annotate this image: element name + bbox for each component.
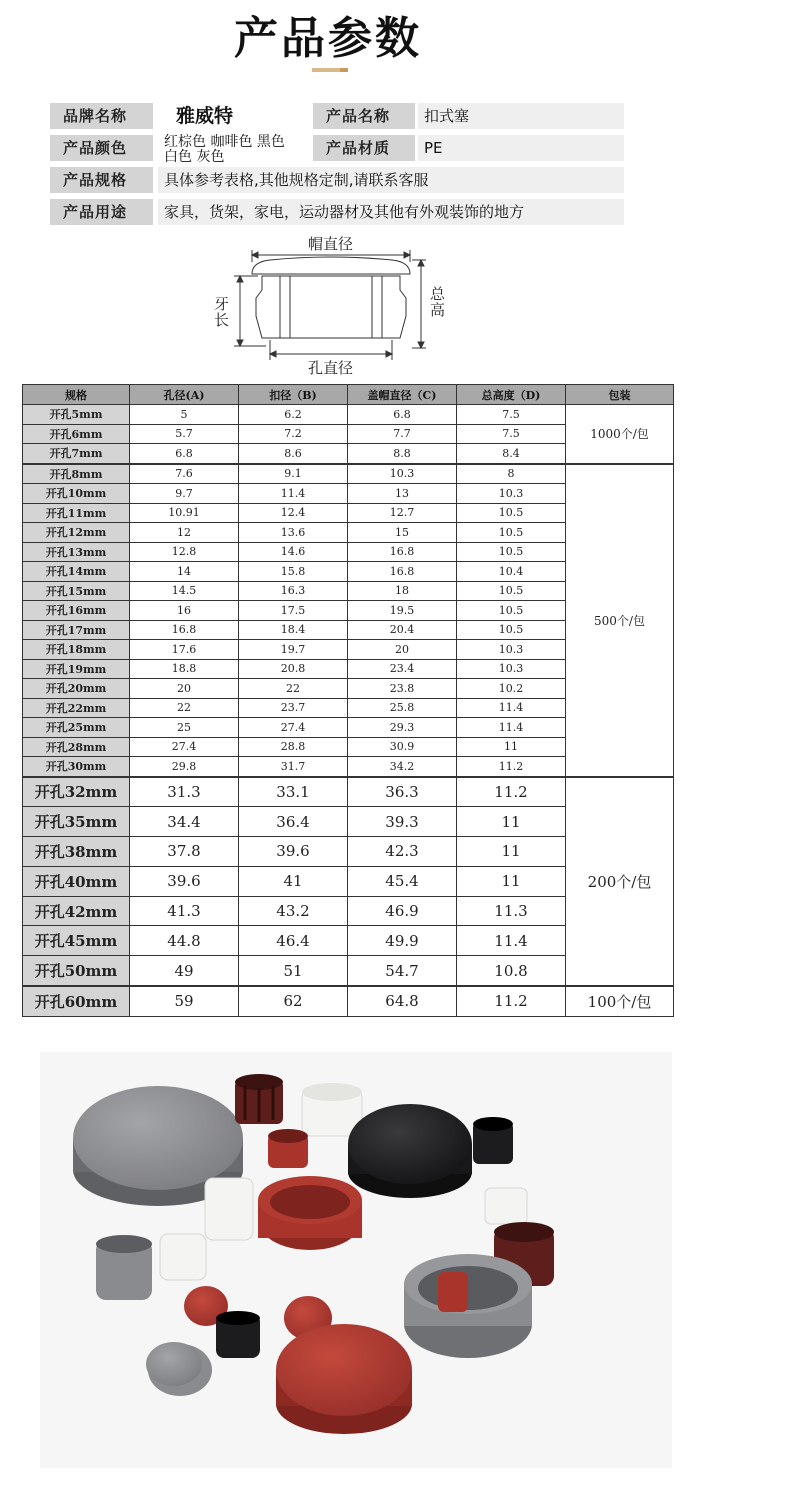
- total-height-cell: 11: [457, 866, 566, 896]
- total-height-cell: 10.5: [457, 542, 566, 562]
- product-photo-illustration: [40, 1052, 672, 1468]
- spec-cell: 开孔20mm: [23, 679, 130, 699]
- total-height-cell: 11.4: [457, 718, 566, 738]
- cap-diameter-cell: 54.7: [348, 956, 457, 986]
- cap-diameter-cell: 16.8: [348, 542, 457, 562]
- param-label-brand: 品牌名称: [50, 103, 153, 129]
- spec-cell: 开孔50mm: [23, 956, 130, 986]
- cap-diameter-cell: 36.3: [348, 777, 457, 807]
- spec-cell: 开孔5mm: [23, 405, 130, 425]
- title-underline-accent: [340, 68, 348, 72]
- hole-diameter-cell: 14.5: [130, 581, 239, 601]
- hole-diameter-cell: 34.4: [130, 807, 239, 837]
- clip-diameter-cell: 15.8: [239, 562, 348, 582]
- cap-diameter-cell: 20: [348, 640, 457, 660]
- clip-diameter-cell: 18.4: [239, 620, 348, 640]
- packaging-cell: 500个/包: [566, 464, 674, 777]
- param-label-spec: 产品规格: [50, 167, 153, 193]
- clip-diameter-cell: 20.8: [239, 659, 348, 679]
- spec-cell: 开孔6mm: [23, 424, 130, 444]
- total-height-cell: 11.4: [457, 698, 566, 718]
- dimension-diagram: [200, 228, 460, 378]
- hole-diameter-cell: 59: [130, 986, 239, 1016]
- hole-diameter-cell: 41.3: [130, 896, 239, 926]
- clip-diameter-cell: 14.6: [239, 542, 348, 562]
- cap-diameter-cell: 12.7: [348, 503, 457, 523]
- hole-diameter-cell: 16: [130, 601, 239, 621]
- spec-cell: 开孔22mm: [23, 698, 130, 718]
- cap-diameter-cell: 8.8: [348, 444, 457, 464]
- header-height-d: 总高度（D): [457, 385, 566, 405]
- hole-diameter-cell: 37.8: [130, 837, 239, 867]
- hole-diameter-cell: 16.8: [130, 620, 239, 640]
- hole-diameter-cell: 18.8: [130, 659, 239, 679]
- total-height-cell: 7.5: [457, 405, 566, 425]
- hole-diameter-cell: 12.8: [130, 542, 239, 562]
- total-height-cell: 10.4: [457, 562, 566, 582]
- hole-diameter-cell: 27.4: [130, 737, 239, 757]
- header-cap-c: 盖帽直径（C): [348, 385, 457, 405]
- clip-diameter-cell: 36.4: [239, 807, 348, 837]
- table-row: [23, 986, 674, 1016]
- spec-cell: 开孔18mm: [23, 640, 130, 660]
- hole-diameter-cell: 31.3: [130, 777, 239, 807]
- table-row: [23, 464, 674, 484]
- total-height-cell: 10.2: [457, 679, 566, 699]
- spec-cell: 开孔45mm: [23, 926, 130, 956]
- table-header-row: [23, 385, 674, 405]
- spec-cell: 开孔10mm: [23, 484, 130, 504]
- total-height-cell: 11.4: [457, 926, 566, 956]
- clip-diameter-cell: 62: [239, 986, 348, 1016]
- header-packaging: 包装: [566, 385, 674, 405]
- clip-diameter-cell: 51: [239, 956, 348, 986]
- clip-diameter-cell: 7.2: [239, 424, 348, 444]
- cap-diameter-cell: 16.8: [348, 562, 457, 582]
- clip-diameter-cell: 16.3: [239, 581, 348, 601]
- total-height-cell: 11: [457, 737, 566, 757]
- total-height-cell: 11.2: [457, 986, 566, 1016]
- clip-diameter-cell: 41: [239, 866, 348, 896]
- title-underline: [312, 68, 348, 72]
- total-height-cell: 10.3: [457, 640, 566, 660]
- spec-cell: 开孔16mm: [23, 601, 130, 621]
- clip-diameter-cell: 6.2: [239, 405, 348, 425]
- clip-diameter-cell: 11.4: [239, 484, 348, 504]
- cap-diameter-cell: 18: [348, 581, 457, 601]
- hole-diameter-cell: 9.7: [130, 484, 239, 504]
- clip-diameter-cell: 27.4: [239, 718, 348, 738]
- clip-diameter-cell: 43.2: [239, 896, 348, 926]
- param-label-color: 产品颜色: [50, 135, 153, 161]
- cap-diameter-cell: 30.9: [348, 737, 457, 757]
- spec-cell: 开孔15mm: [23, 581, 130, 601]
- header-clip-b: 扣径（B): [239, 385, 348, 405]
- spec-cell: 开孔19mm: [23, 659, 130, 679]
- cap-diameter-cell: 7.7: [348, 424, 457, 444]
- hole-diameter-cell: 5.7: [130, 424, 239, 444]
- packaging-cell: 1000个/包: [566, 405, 674, 464]
- total-height-cell: 10.5: [457, 601, 566, 621]
- param-label-product-name: 产品名称: [313, 103, 415, 129]
- cap-diameter-cell: 39.3: [348, 807, 457, 837]
- total-height-cell: 7.5: [457, 424, 566, 444]
- hole-diameter-cell: 7.6: [130, 464, 239, 484]
- spec-cell: 开孔28mm: [23, 737, 130, 757]
- spec-table: [22, 384, 674, 1017]
- header-spec: 规格: [23, 385, 130, 405]
- spec-cell: 开孔35mm: [23, 807, 130, 837]
- spec-cell: 开孔32mm: [23, 777, 130, 807]
- spec-cell: 开孔13mm: [23, 542, 130, 562]
- total-height-cell: 10.5: [457, 620, 566, 640]
- hole-diameter-cell: 22: [130, 698, 239, 718]
- cap-diameter-cell: 45.4: [348, 866, 457, 896]
- total-height-cell: 10.5: [457, 503, 566, 523]
- spec-cell: 开孔8mm: [23, 464, 130, 484]
- hole-diameter-cell: 29.8: [130, 757, 239, 777]
- clip-diameter-cell: 13.6: [239, 523, 348, 543]
- total-height-cell: 10.8: [457, 956, 566, 986]
- tooth-length-label: 牙长: [214, 295, 230, 329]
- param-label-material: 产品材质: [313, 135, 415, 161]
- clip-diameter-cell: 17.5: [239, 601, 348, 621]
- hole-diameter-cell: 5: [130, 405, 239, 425]
- param-value-product-name: 扣式塞: [418, 103, 624, 129]
- spec-cell: 开孔11mm: [23, 503, 130, 523]
- spec-cell: 开孔17mm: [23, 620, 130, 640]
- hole-diameter-cell: 44.8: [130, 926, 239, 956]
- total-height-cell: 11.2: [457, 777, 566, 807]
- cap-diameter-cell: 49.9: [348, 926, 457, 956]
- param-value-spec: 具体参考表格,其他规格定制,请联系客服: [158, 167, 624, 193]
- hole-diameter-cell: 39.6: [130, 866, 239, 896]
- total-height-cell: 8.4: [457, 444, 566, 464]
- spec-cell: 开孔38mm: [23, 837, 130, 867]
- hole-diameter-cell: 6.8: [130, 444, 239, 464]
- total-height-label: 总高: [430, 285, 446, 319]
- hole-diameter-cell: 49: [130, 956, 239, 986]
- spec-cell: 开孔7mm: [23, 444, 130, 464]
- cap-diameter-cell: 25.8: [348, 698, 457, 718]
- param-value-brand: 雅威特: [158, 103, 308, 129]
- table-row: [23, 777, 674, 807]
- cap-diameter-cell: 23.8: [348, 679, 457, 699]
- hole-diameter-cell: 20: [130, 679, 239, 699]
- cap-diameter-cell: 34.2: [348, 757, 457, 777]
- clip-diameter-cell: 22: [239, 679, 348, 699]
- clip-diameter-cell: 31.7: [239, 757, 348, 777]
- hole-diameter-cell: 17.6: [130, 640, 239, 660]
- table-row: [23, 405, 674, 425]
- param-value-usage: 家具，货架，家电，运动器材及其他有外观装饰的地方: [158, 199, 624, 225]
- spec-cell: 开孔60mm: [23, 986, 130, 1016]
- clip-diameter-cell: 19.7: [239, 640, 348, 660]
- total-height-cell: 10.5: [457, 581, 566, 601]
- spec-cell: 开孔42mm: [23, 896, 130, 926]
- hole-diameter-label: 孔直径: [308, 359, 354, 377]
- page-title: 产品参数: [234, 13, 422, 64]
- clip-diameter-cell: 39.6: [239, 837, 348, 867]
- clip-diameter-cell: 8.6: [239, 444, 348, 464]
- spec-cell: 开孔30mm: [23, 757, 130, 777]
- header-hole-a: 孔径(A): [130, 385, 239, 405]
- total-height-cell: 11: [457, 807, 566, 837]
- cap-diameter-cell: 15: [348, 523, 457, 543]
- clip-diameter-cell: 28.8: [239, 737, 348, 757]
- cap-diameter-label: 帽直径: [308, 235, 354, 253]
- cap-diameter-cell: 19.5: [348, 601, 457, 621]
- clip-diameter-cell: 9.1: [239, 464, 348, 484]
- clip-diameter-cell: 33.1: [239, 777, 348, 807]
- spec-cell: 开孔40mm: [23, 866, 130, 896]
- product-photo: [40, 1052, 672, 1468]
- cap-diameter-cell: 29.3: [348, 718, 457, 738]
- hole-diameter-cell: 14: [130, 562, 239, 582]
- cap-diameter-cell: 64.8: [348, 986, 457, 1016]
- param-value-color: 红棕色 咖啡色 黑色 白色 灰色: [160, 135, 290, 167]
- clip-diameter-cell: 12.4: [239, 503, 348, 523]
- cap-diameter-cell: 20.4: [348, 620, 457, 640]
- cap-diameter-cell: 23.4: [348, 659, 457, 679]
- clip-diameter-cell: 46.4: [239, 926, 348, 956]
- cap-diameter-cell: 13: [348, 484, 457, 504]
- spec-cell: 开孔14mm: [23, 562, 130, 582]
- cap-diameter-cell: 10.3: [348, 464, 457, 484]
- hole-diameter-cell: 25: [130, 718, 239, 738]
- packaging-cell: 100个/包: [566, 986, 674, 1016]
- spec-cell: 开孔12mm: [23, 523, 130, 543]
- total-height-cell: 8: [457, 464, 566, 484]
- hole-diameter-cell: 10.91: [130, 503, 239, 523]
- spec-cell: 开孔25mm: [23, 718, 130, 738]
- total-height-cell: 10.3: [457, 484, 566, 504]
- param-label-usage: 产品用途: [50, 199, 153, 225]
- cap-diameter-cell: 42.3: [348, 837, 457, 867]
- total-height-cell: 10.5: [457, 523, 566, 543]
- hole-diameter-cell: 12: [130, 523, 239, 543]
- packaging-cell: 200个/包: [566, 777, 674, 987]
- cap-diameter-cell: 46.9: [348, 896, 457, 926]
- total-height-cell: 11: [457, 837, 566, 867]
- param-value-material: PE: [418, 135, 624, 161]
- total-height-cell: 11.3: [457, 896, 566, 926]
- total-height-cell: 10.3: [457, 659, 566, 679]
- cap-diameter-cell: 6.8: [348, 405, 457, 425]
- clip-diameter-cell: 23.7: [239, 698, 348, 718]
- total-height-cell: 11.2: [457, 757, 566, 777]
